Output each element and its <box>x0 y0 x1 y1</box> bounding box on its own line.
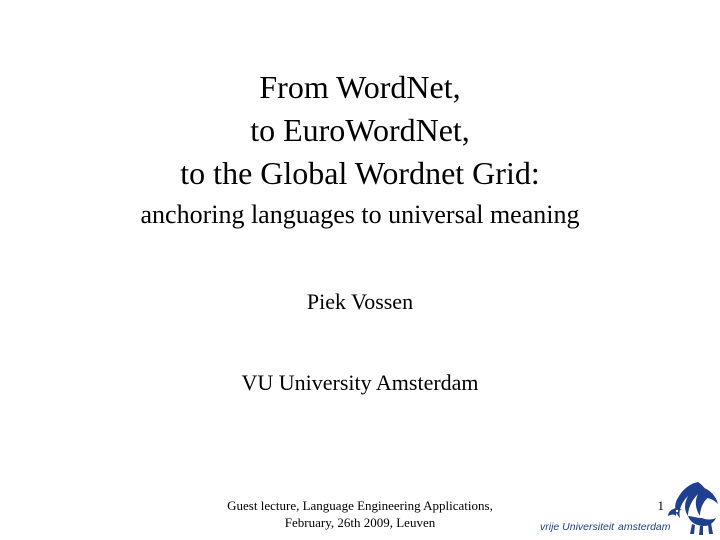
logo-text-right: amsterdam <box>618 521 671 533</box>
title-line-2: to EuroWordNet, <box>250 112 470 148</box>
logo-text-left: vrije Universiteit <box>540 521 615 533</box>
griffin-icon <box>668 482 718 535</box>
footer <box>200 497 520 531</box>
footer-line-2: February, 26th 2009, Leuven <box>284 515 436 530</box>
slide-title <box>40 66 680 235</box>
slide-subtitle: anchoring languages to universal meaning <box>140 200 580 229</box>
footer-line-1: Guest lecture, Language Engineering Applications, <box>227 498 493 513</box>
title-line-1: From WordNet, <box>259 69 461 105</box>
title-line-3: to the Global Wordnet Grid: <box>180 155 540 191</box>
presenter-name: Piek Vossen <box>306 289 414 314</box>
university-logo <box>538 478 720 538</box>
page-number: 1 <box>657 498 664 513</box>
affiliation: VU University Amsterdam <box>241 370 479 395</box>
